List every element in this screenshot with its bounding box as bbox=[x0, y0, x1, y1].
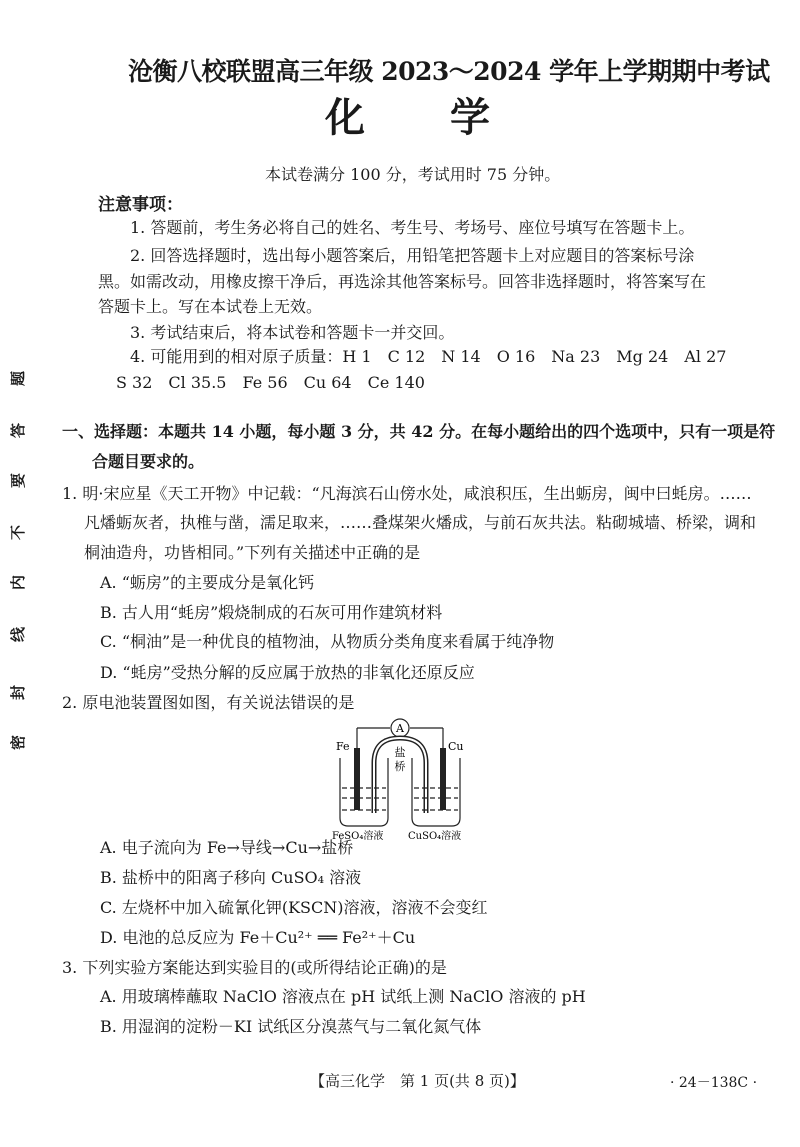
note-line: 2. 回答选择题时，选出每小题答案后，用铅笔把答题卡上对应题目的答案标号涂 bbox=[130, 246, 695, 265]
q3-option-b: B. 用湿润的淀粉－KI 试纸区分溴蒸气与二氧化氮气体 bbox=[100, 1017, 482, 1036]
galvanic-cell-diagram bbox=[330, 718, 470, 843]
margin-char: 密 bbox=[9, 734, 28, 751]
right-beaker bbox=[412, 758, 460, 826]
subject-title bbox=[325, 96, 490, 140]
cu-electrode bbox=[440, 748, 446, 810]
right-solution-label: CuSO₄溶液 bbox=[408, 831, 462, 842]
q1-stem: 桐油造舟，功皆相同。”下列有关描述中正确的是 bbox=[84, 543, 421, 562]
q2-option-d: D. 电池的总反应为 Fe＋Cu²⁺ ══ Fe²⁺＋Cu bbox=[100, 928, 416, 947]
left-solution-label: FeSO₄溶液 bbox=[332, 831, 384, 842]
notes-heading: 注意事项： bbox=[98, 195, 183, 215]
note-line: S 32 Cl 35.5 Fe 56 Cu 64 Ce 140 bbox=[116, 373, 425, 392]
note-line: 4. 可能用到的相对原子质量：H 1 C 12 N 14 O 16 Na 23 Mg 24 Al 27 bbox=[130, 347, 727, 366]
q2-option-c: C. 左烧杯中加入硫氰化钾(KSCN)溶液，溶液不会变红 bbox=[100, 898, 488, 917]
margin-char: 线 bbox=[9, 626, 28, 643]
left-beaker bbox=[340, 758, 388, 826]
margin-char: 内 bbox=[9, 574, 28, 591]
margin-char: 答 bbox=[9, 422, 28, 439]
exam-title: 沧衡八校联盟高三年级 2023～2024 学年上学期期中考试 bbox=[128, 57, 770, 86]
section-heading: 一、选择题：本题共 14 小题，每小题 3 分，共 42 分。在每小题给出的四个选项中，只有一项是符 bbox=[62, 422, 776, 441]
q2-stem: 2. 原电池装置图如图，有关说法错误的是 bbox=[62, 693, 355, 712]
q1-option-a: A. “蛎房”的主要成分是氧化钙 bbox=[100, 573, 315, 592]
q3-stem: 3. 下列实验方案能达到实验目的(或所得结论正确)的是 bbox=[62, 958, 447, 977]
section-heading: 合题目要求的。 bbox=[92, 452, 205, 471]
note-line: 黑。如需改动，用橡皮擦干净后，再选涂其他答案标号。回答非选择题时，将答案写在 bbox=[98, 272, 707, 291]
exam-info: 本试卷满分 100 分，考试用时 75 分钟。 bbox=[265, 165, 561, 184]
q3-option-a: A. 用玻璃棒蘸取 NaClO 溶液点在 pH 试纸上测 NaClO 溶液的 pH bbox=[100, 987, 586, 1006]
q1-stem: 1. 明·宋应星《天工开物》中记载：“凡海滨石山傍水处，咸浪积压，生出蛎房，闽中曰蚝房。…… bbox=[62, 484, 752, 503]
subject-char: 化 bbox=[325, 94, 365, 141]
note-line: 1. 答题前，考生务必将自己的姓名、考生号、考场号、座位号填写在答题卡上。 bbox=[130, 218, 695, 237]
fe-electrode bbox=[354, 748, 360, 810]
fe-label: Fe bbox=[336, 740, 350, 753]
page-footer: 【高三化学 第 1 页(共 8 页)】 bbox=[310, 1072, 525, 1090]
paper-code: · 24－138C · bbox=[670, 1075, 758, 1091]
bridge-label: 桥 bbox=[394, 760, 406, 773]
q1-option-d: D. “蚝房”受热分解的反应属于放热的非氧化还原反应 bbox=[100, 663, 475, 682]
q1-option-b: B. 古人用“蚝房”煅烧制成的石灰可用作建筑材料 bbox=[100, 603, 443, 622]
q1-option-c: C. “桐油”是一种优良的植物油，从物质分类角度来看属于纯净物 bbox=[100, 632, 555, 651]
note-line: 3. 考试结束后，将本试卷和答题卡一并交回。 bbox=[130, 323, 455, 342]
q1-stem: 凡燔蛎灰者，执椎与凿，濡足取来，……叠煤架火燔成，与前石灰共法。粘砌城墙、桥梁，调和 bbox=[84, 513, 757, 532]
cu-label: Cu bbox=[448, 740, 464, 753]
margin-char: 要 bbox=[9, 472, 28, 489]
margin-char: 不 bbox=[9, 524, 28, 541]
bridge-label: 盐 bbox=[394, 746, 406, 759]
q2-option-b: B. 盐桥中的阳离子移向 CuSO₄ 溶液 bbox=[100, 868, 362, 887]
margin-char: 封 bbox=[9, 684, 28, 701]
q2-option-a: A. 电子流向为 Fe→导线→Cu→盐桥 bbox=[100, 838, 354, 857]
margin-char: 题 bbox=[9, 370, 28, 387]
seal-line-margin bbox=[10, 360, 30, 755]
note-line: 答题卡上。写在本试卷上无效。 bbox=[98, 297, 323, 316]
subject-char: 学 bbox=[450, 94, 490, 141]
ammeter-label: A bbox=[396, 722, 404, 735]
